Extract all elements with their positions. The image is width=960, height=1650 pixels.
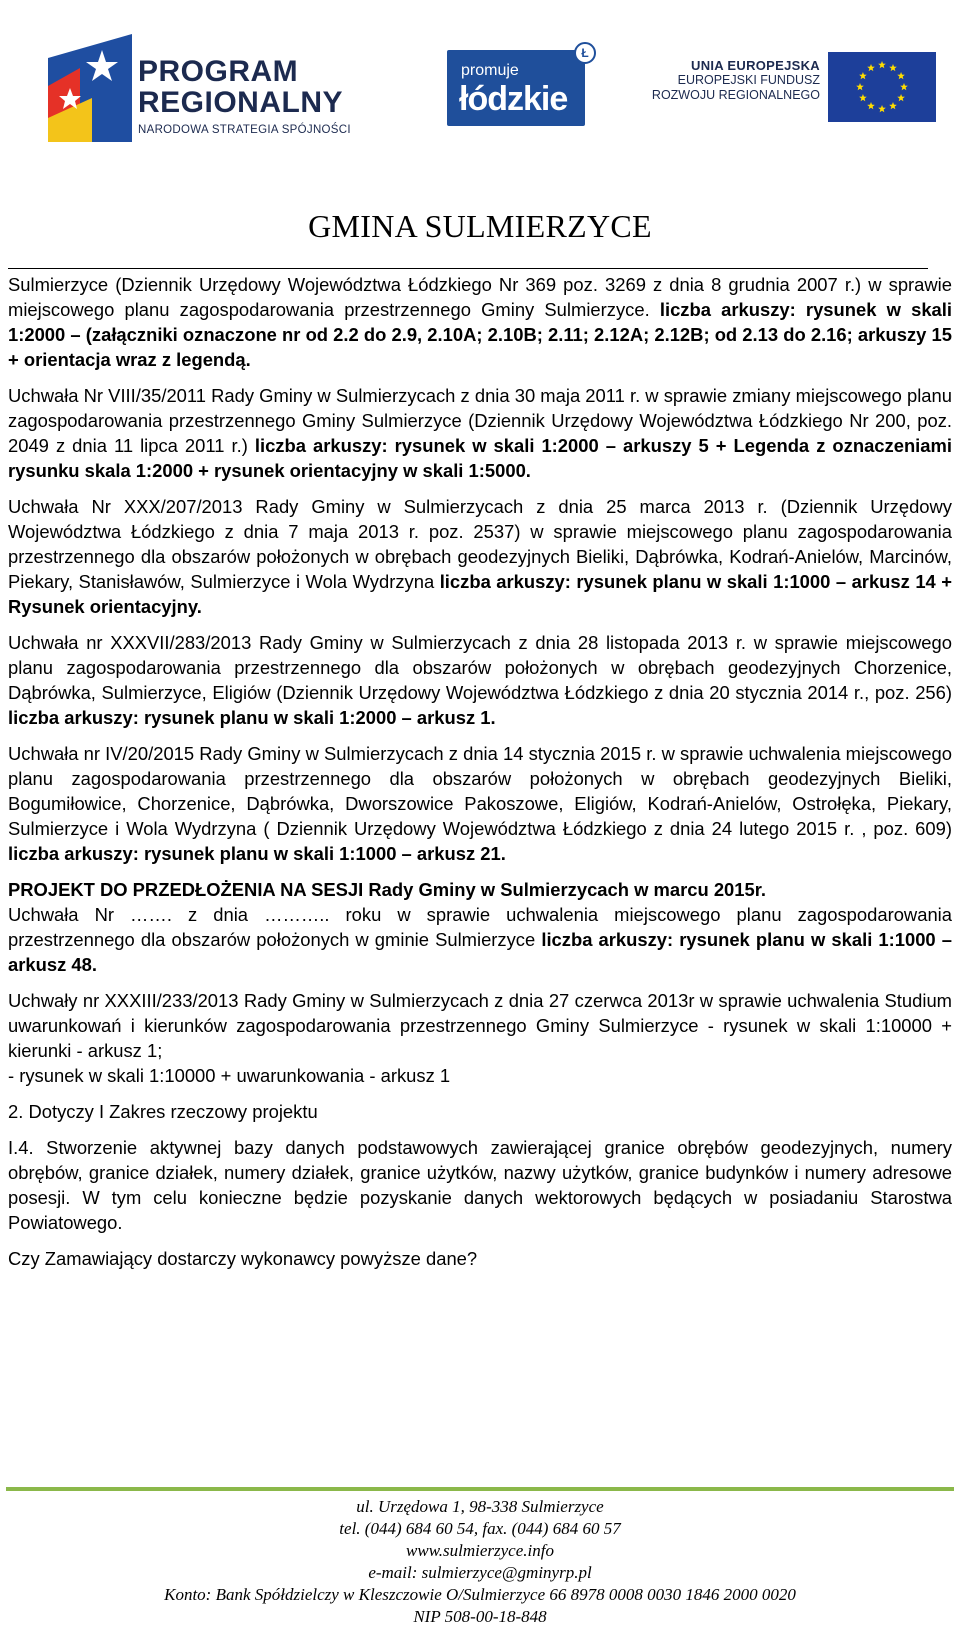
program-regionalny-emblem-icon bbox=[40, 28, 140, 142]
resolution-paragraph bbox=[8, 630, 952, 730]
footer bbox=[0, 1496, 960, 1628]
projekt-sheets: liczba arkuszy: rysunek planu w skali 1:1000 – arkusz 48. bbox=[8, 929, 952, 975]
studium-paragraph bbox=[8, 988, 952, 1088]
footer-bank-account: Konto: Bank Spółdzielczy w Kleszczowie O/Sulmierzyce 66 8978 0008 0030 1846 2000 0020 bbox=[164, 1585, 796, 1604]
logo-bar bbox=[0, 22, 960, 152]
projekt-text: Uchwała Nr ……. z dnia ……….. roku w sprawie uchwalenia miejscowego planu zagospodarowania przestrzennego dla obszarów położonych w gminie Sulmierzyce bbox=[8, 904, 952, 950]
page-title: GMINA SULMIERZYCE bbox=[308, 208, 652, 244]
program-regionalny-subtitle: NARODOWA STRATEGIA SPÓJNOŚCI bbox=[138, 124, 351, 136]
lodzkie-badge-icon: Ł bbox=[574, 42, 596, 64]
sheet-count-text: liczba arkuszy: rysunek planu w skali 1:1000 – arkusz 14 + Rysunek orientacyjny. bbox=[8, 571, 952, 617]
studium-text: Uchwały nr XXXIII/233/2013 Rady Gminy w Sulmierzycach z dnia 27 czerwca 2013r w sprawie uchwalenia Studium uwarunkowań i kierunków zagospodarowania przestrzennego Gminy Sulmierzyce - rysunek w skali 1:10000 + kierunki - arkusz 1; bbox=[8, 990, 952, 1061]
resolution-text: Uchwała Nr XXX/207/2013 Rady Gminy w Sulmierzycach z dnia 25 marca 2013 r. (Dziennik Urzędowy Województwa Łódzkiego z dnia 7 maja 2013 r. poz. 2537) w sprawie miejscowego planu zagospodarowania przestrzennego dla obszarów położonych w obrębach geodezyjnych Bieliki, Dąbrówka, Kodrań-Anielów, Marcinów, Piekary, Stanisławów, Sulmierzyce i Wola Wydrzyna bbox=[8, 496, 952, 592]
point-i4: I.4. Stworzenie aktywnej bazy danych podstawowych zawierającej granice obrębów geodezyjnych, numery obrębów, granice działek, numery działek, granice użytków, nazwy użytków, granice budynków i numery adresowe posesji. W tym celu konieczne będzie pozyskanie danych wektorowych będących w posiadaniu Starostwa Powiatowego. bbox=[8, 1137, 952, 1233]
projekt-heading: PROJEKT DO PRZEDŁOŻENIA NA SESJI Rady Gminy w Sulmierzycach w marcu 2015r. bbox=[8, 879, 766, 900]
resolution-paragraph bbox=[8, 741, 952, 866]
footer-phone: tel. (044) 684 60 54, fax. (044) 684 60 57 bbox=[339, 1519, 621, 1538]
sheet-count-text: liczba arkuszy: rysunek w skali 1:2000 – (załączniki oznaczone nr od 2.2 do 2.9, 2.10A; 2.10B; 2.11; 2.12A; 2.12B; od 2.13 do 2.16; arkuszy 15 + orientacja wraz z legendą. bbox=[8, 299, 952, 370]
unia-europejska-logo: UNIA EUROPEJSKA EUROPEJSKI FUNDUSZ ROZWOJU REGIONALNEGO bbox=[650, 50, 940, 134]
footer-website[interactable]: www.sulmierzyce.info bbox=[406, 1541, 554, 1560]
eu-flag-icon bbox=[828, 52, 936, 122]
resolution-text: Uchwała nr XXXVII/283/2013 Rady Gminy w Sulmierzycach z dnia 28 listopada 2013 r. w sprawie miejscowego planu zagospodarowania przestrzennego dla obszarów położonych w obrębach geodezyjnych Chorzenice, Dąbrówka, Sulmierzyce, Eligiów (Dziennik Urzędowy Województwa Łódzkiego z dnia 20 stycznia 2014 r., poz. 256) bbox=[8, 632, 952, 703]
section-heading: 2. Dotyczy I Zakres rzeczowy projektu bbox=[8, 1101, 318, 1122]
footer-email[interactable]: e-mail: sulmierzyce@gminyrp.pl bbox=[368, 1563, 592, 1582]
sheet-count-text: liczba arkuszy: rysunek w skali 1:2000 – arkuszy 5 + Legenda z oznaczeniami rysunku skala 1:2000 + rysunek orientacyjny w skali 1:5000. bbox=[8, 435, 952, 481]
sheet-count-text: liczba arkuszy: rysunek planu w skali 1:2000 – arkusz 1. bbox=[8, 707, 496, 728]
title-underline bbox=[8, 268, 928, 269]
promuje-lodzkie-logo: promuje łódzkie Ł bbox=[447, 42, 595, 126]
program-regionalny-logo bbox=[40, 28, 400, 148]
resolution-paragraph bbox=[8, 494, 952, 619]
resolution-text: Uchwała Nr VIII/35/2011 Rady Gminy w Sulmierzycach z dnia 30 maja 2011 r. w sprawie zmiany miejscowego planu zagospodarowania przestrzennego Gminy Sulmierzyce (Dziennik Urzędowy Województwa Łódzkiego Nr 200, poz. 2049 z dnia 11 lipca 2011 r.) bbox=[8, 385, 952, 456]
footer-nip: NIP 508-00-18-848 bbox=[413, 1607, 547, 1626]
footer-address: ul. Urzędowa 1, 98-338 Sulmierzyce bbox=[356, 1497, 604, 1516]
studium-line2: - rysunek w skali 1:10000 + uwarunkowania - arkusz 1 bbox=[8, 1065, 451, 1086]
question: Czy Zamawiający dostarczy wykonawcy powyższe dane? bbox=[8, 1248, 478, 1269]
resolution-text: Sulmierzyce (Dziennik Urzędowy Województwa Łódzkiego Nr 369 poz. 3269 z dnia 8 grudnia 2007 r.) w sprawie miejscowego planu zagospodarowania przestrzennego Gminy Sulmierzyce. bbox=[8, 274, 952, 320]
footer-divider bbox=[6, 1487, 954, 1491]
resolution-paragraph bbox=[8, 383, 952, 483]
sheet-count-text: liczba arkuszy: rysunek planu w skali 1:1000 – arkusz 21. bbox=[8, 843, 506, 864]
document-body bbox=[8, 272, 952, 1282]
resolution-paragraph bbox=[8, 272, 952, 372]
resolution-text: Uchwała nr IV/20/2015 Rady Gminy w Sulmierzycach z dnia 14 stycznia 2015 r. w sprawie uchwalenia miejscowego planu zagospodarowania przestrzennego dla obszarów położonych w obrębach geodezyjnych Bieliki, Bogumiłowice, Chorzenice, Dąbrówka, Dworszowice Pakoszowe, Eligiów, Kodrań-Anielów, Ostrołęka, Piekary, Sulmierzyce i Wola Wydrzyna ( Dziennik Urzędowy Województwa Łódzkiego z dnia 24 lutego 2015 r. , poz. 609) bbox=[8, 743, 952, 839]
resolutions-list bbox=[8, 272, 952, 866]
program-regionalny-title: PROGRAM REGIONALNY bbox=[138, 55, 344, 119]
projekt-paragraph bbox=[8, 877, 952, 977]
